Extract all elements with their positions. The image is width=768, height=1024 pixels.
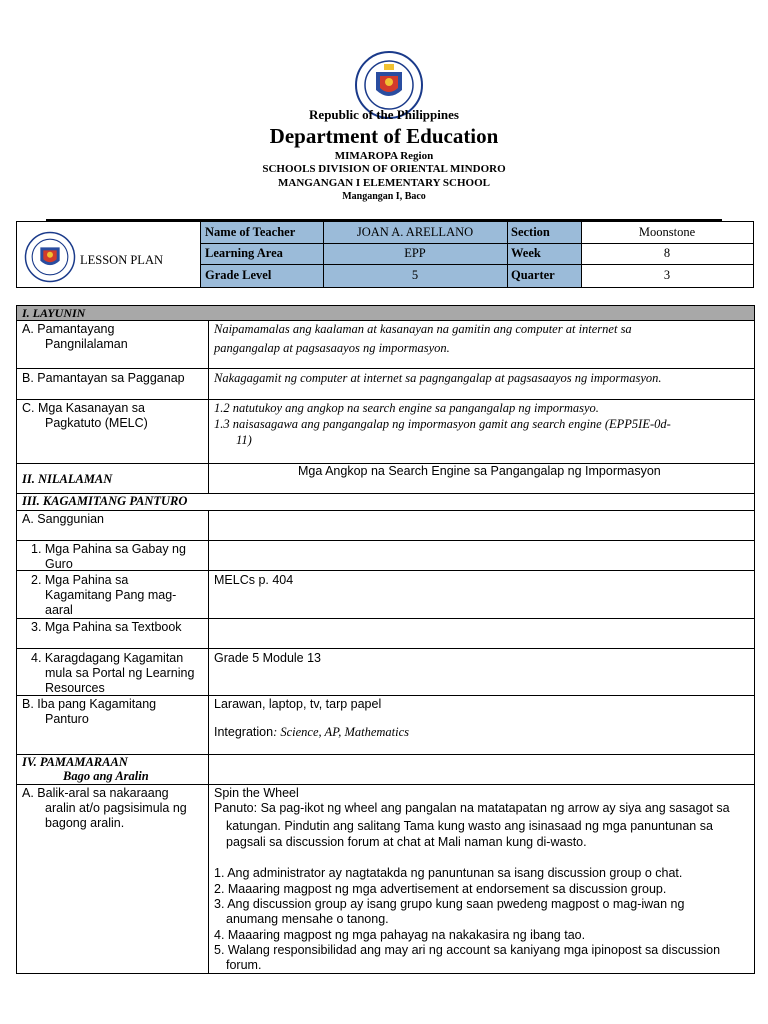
region-text: MIMAROPA Region xyxy=(334,150,434,162)
c-value-2: 1.3 naisasagawa ang pangangalap ng impormasyon gamit ang search engine (EPP5IE-0d- xyxy=(214,417,671,431)
section-label: Section xyxy=(511,225,550,239)
list-item-4: 4. Maaaring magpost ng mga pahayag na nakakasira ng ibang tao. xyxy=(214,928,586,942)
balik-label-3: bagong aralin. xyxy=(45,816,125,830)
lesson-plan-label: LESSON PLAN xyxy=(80,253,163,267)
list-item-5a: 5. Walang responsibilidad ang may ari ng account sa kaniyang mga ipinopost sa discussion xyxy=(214,943,721,957)
list-item-3a: 3. Ang discussion group ay isang grupo kung saan pwedeng magpost o mag-iwan ng xyxy=(214,897,685,911)
grade-value: 5 xyxy=(411,268,419,282)
kag-label-1: 2. Mga Pahina sa xyxy=(31,573,129,587)
grade-label: Grade Level xyxy=(205,268,272,282)
c-value-3: 11) xyxy=(236,433,252,447)
kag-value: MELCs p. 404 xyxy=(214,573,294,587)
balik-label-1: A. Balik-aral sa nakaraang xyxy=(22,786,169,800)
list-item-1: 1. Ang administrator ay nagtatakda ng panuntunan sa isang discussion group o chat. xyxy=(214,866,683,880)
integration-value: : Science, AP, Mathematics xyxy=(273,725,410,739)
area-value: EPP xyxy=(404,246,426,260)
karag-label-3: Resources xyxy=(45,681,105,695)
karag-value: Grade 5 Module 13 xyxy=(214,651,322,665)
kag-label-3: aaral xyxy=(45,603,73,617)
b-value: Nakagagamit ng computer at internet sa pagngangalap at pagsasaayos ng impormasyon. xyxy=(214,371,662,385)
panuto-1: Panuto: Sa pag-ikot ng wheel ang pangalan na matatapatan ng arrow ay siya ang sasagot sa xyxy=(214,801,730,815)
a-label-2: Pangnilalaman xyxy=(45,337,128,351)
iba-value: Larawan, laptop, tv, tarp papel xyxy=(214,697,382,711)
section-kagamitan: III. KAGAMITANG PANTURO xyxy=(22,494,188,508)
c-label-2: Pagkatuto (MELC) xyxy=(45,416,148,430)
area-label: Learning Area xyxy=(205,246,283,260)
quarter-label: Quarter xyxy=(511,268,555,282)
b-label: B. Pamantayan sa Pagganap xyxy=(22,371,185,385)
bago-label: Bago ang Aralin xyxy=(63,769,149,783)
sanggunian-label: A. Sanggunian xyxy=(22,512,105,526)
karag-label-1: 4. Karagdagang Kagamitan xyxy=(31,651,184,665)
iba-label-2: Panturo xyxy=(45,712,89,726)
a-value-2: pangangalap at pagsasaayos ng impormasyon. xyxy=(214,341,450,355)
integration-label: Integration xyxy=(214,725,274,739)
textbook-label: 3. Mga Pahina sa Textbook xyxy=(31,620,182,634)
spin-title: Spin the Wheel xyxy=(214,786,299,800)
karag-label-2: mula sa Portal ng Learning xyxy=(45,666,195,680)
integration-line xyxy=(214,725,409,740)
gabay-label-1: 1. Mga Pahina sa Gabay ng xyxy=(31,542,186,556)
republic-text: Republic of the Philippines xyxy=(309,107,459,122)
panuto-2: katungan. Pindutin ang salitang Tama kung wasto ang isinasaad ng mga panuntunan sa xyxy=(226,819,713,833)
address-text: Mangangan I, Baco xyxy=(342,191,426,202)
teacher-label: Name of Teacher xyxy=(205,225,296,239)
division-text: SCHOOLS DIVISION OF ORIENTAL MINDORO xyxy=(262,163,506,175)
section-pamamaraan: IV. PAMAMARAAN xyxy=(22,755,128,769)
gabay-label-2: Guro xyxy=(45,557,73,571)
panuto-3: pagsali sa discussion forum at chat at Mali naman kung di-wasto. xyxy=(226,835,587,849)
section-layunin: I. LAYUNIN xyxy=(22,306,86,320)
section-nilalaman: II. NILALAMAN xyxy=(22,472,113,486)
a-value-1: Naipamamalas ang kaalaman at kasanayan na gamitin ang computer at internet sa xyxy=(214,322,632,336)
school-text: MANGANGAN I ELEMENTARY SCHOOL xyxy=(278,177,490,189)
nilalaman-value: Mga Angkop na Search Engine sa Pangangalap ng Impormasyon xyxy=(298,464,661,478)
list-item-5b: forum. xyxy=(226,958,262,972)
deped-logo-small xyxy=(24,231,76,283)
c-label-1: C. Mga Kasanayan sa xyxy=(22,401,145,415)
c-value-1: 1.2 natutukoy ang angkop na search engine sa pangangalap ng impormasyo. xyxy=(214,401,599,415)
balik-label-2: aralin at/o pagsisimula ng xyxy=(45,801,187,815)
week-label: Week xyxy=(511,246,541,260)
list-item-3b: anumang mensahe o tanong. xyxy=(226,912,389,926)
department-title: Department of Education xyxy=(269,124,499,148)
a-label-1: A. Pamantayang xyxy=(22,322,115,336)
teacher-value: JOAN A. ARELLANO xyxy=(356,225,474,239)
section-value: Moonstone xyxy=(638,225,696,239)
quarter-value: 3 xyxy=(663,268,671,282)
list-item-2: 2. Maaaring magpost ng mga advertisement at endorsement sa discussion group. xyxy=(214,882,667,896)
week-value: 8 xyxy=(663,246,671,260)
kag-label-2: Kagamitang Pang mag- xyxy=(45,588,177,602)
iba-label-1: B. Iba pang Kagamitang xyxy=(22,697,157,711)
